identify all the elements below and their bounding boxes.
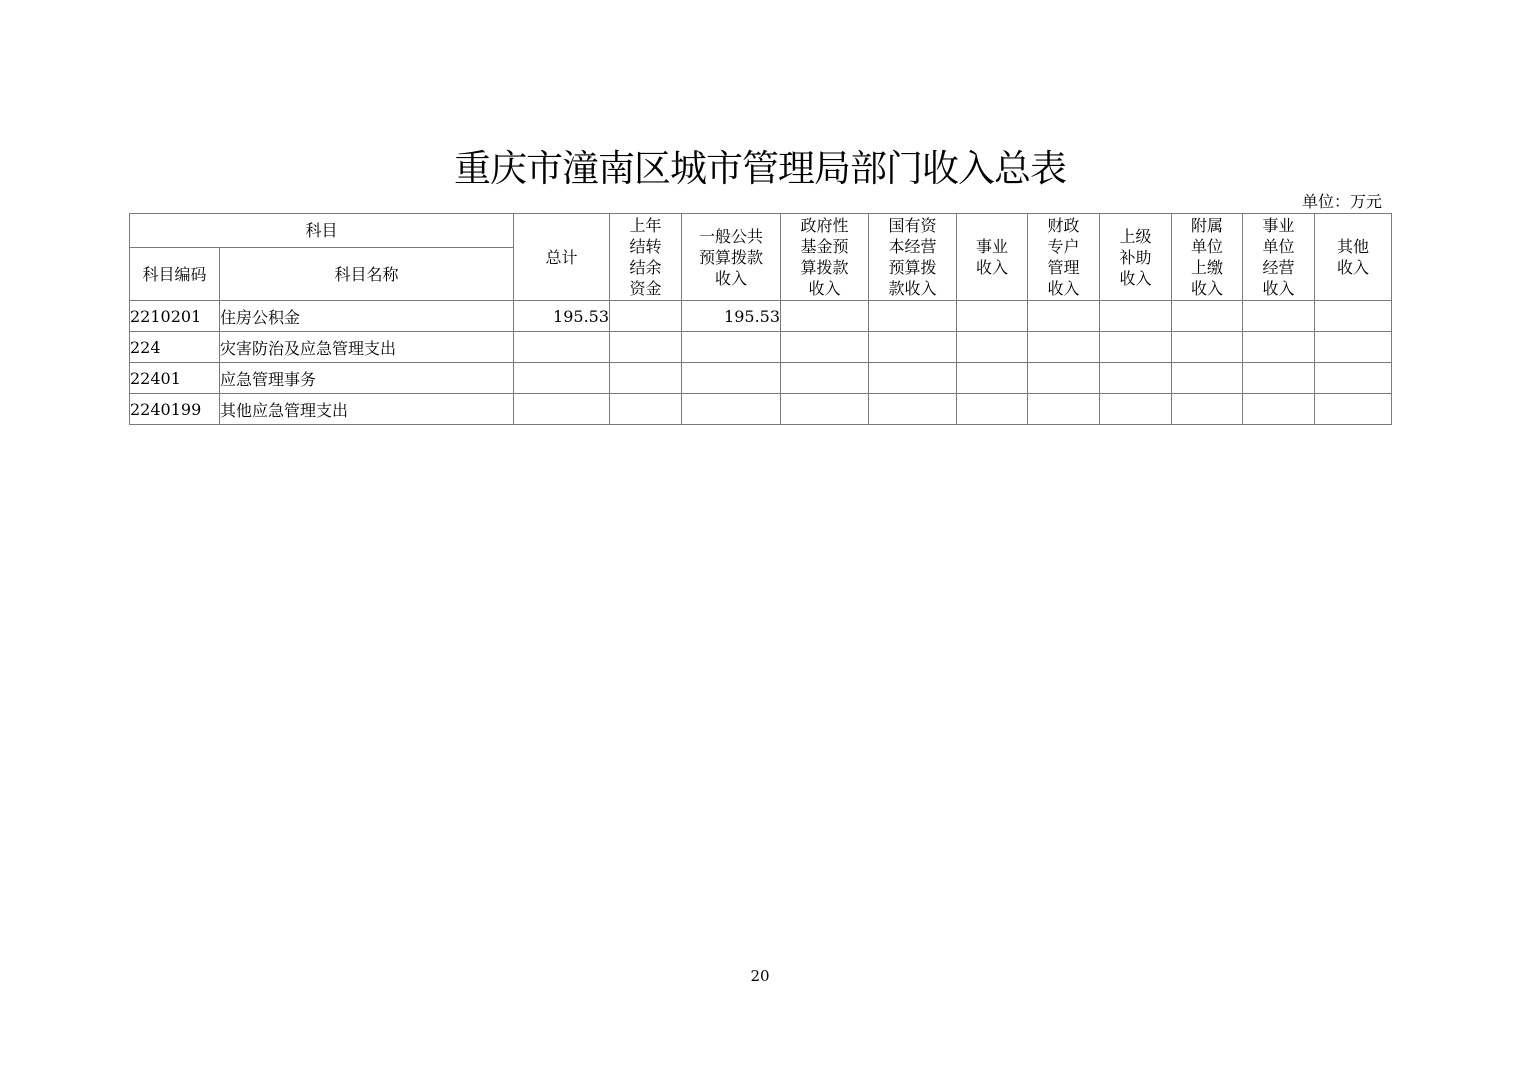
subject-name-cell: 灾害防治及应急管理支出 bbox=[220, 332, 514, 363]
amount-cell bbox=[1243, 363, 1315, 394]
header-row-1 bbox=[130, 214, 1392, 248]
amount-cell bbox=[957, 394, 1028, 425]
column-header-line: 收入 bbox=[808, 279, 841, 298]
amount-cell bbox=[1243, 301, 1315, 332]
table-row bbox=[130, 394, 1392, 425]
code-header: 科目编码 bbox=[130, 248, 220, 301]
column-header-line: 附属 bbox=[1191, 216, 1224, 235]
amount-cell bbox=[610, 363, 682, 394]
column-header bbox=[957, 214, 1028, 301]
name-header: 科目名称 bbox=[220, 248, 514, 301]
amount-cell bbox=[781, 332, 869, 363]
column-header-line: 预算拨款 bbox=[699, 247, 764, 267]
column-header-line: 政府性 bbox=[800, 216, 849, 235]
subject-group-header: 科目 bbox=[130, 214, 514, 248]
amount-cell bbox=[781, 363, 869, 394]
column-header-line: 专户 bbox=[1047, 237, 1080, 256]
amount-cell bbox=[1172, 394, 1243, 425]
amount-cell bbox=[1028, 394, 1100, 425]
amount-cell bbox=[610, 394, 682, 425]
column-header bbox=[514, 214, 610, 301]
amount-cell bbox=[682, 332, 781, 363]
amount-cell bbox=[869, 394, 957, 425]
column-header bbox=[682, 214, 781, 301]
column-header-line: 结转 bbox=[629, 237, 662, 256]
column-header-line: 上缴 bbox=[1191, 258, 1224, 277]
column-header-line: 补助 bbox=[1119, 247, 1152, 267]
column-header-line: 收入 bbox=[715, 268, 748, 288]
amount-cell bbox=[1172, 332, 1243, 363]
amount-cell bbox=[514, 394, 610, 425]
subject-code-cell: 22401 bbox=[130, 363, 220, 394]
table-body bbox=[130, 301, 1392, 425]
column-header bbox=[1315, 214, 1392, 301]
column-header-line: 收入 bbox=[1047, 279, 1080, 298]
table-row bbox=[130, 332, 1392, 363]
amount-cell bbox=[869, 301, 957, 332]
amount-cell bbox=[1172, 301, 1243, 332]
subject-name-cell: 其他应急管理支出 bbox=[220, 394, 514, 425]
column-header-line: 单位 bbox=[1191, 237, 1224, 256]
subject-name-cell: 住房公积金 bbox=[220, 301, 514, 332]
column-header-line: 事业 bbox=[1262, 216, 1295, 235]
column-header-line: 收入 bbox=[1191, 279, 1224, 298]
column-header-line: 经营 bbox=[1262, 258, 1295, 277]
amount-cell bbox=[1100, 332, 1172, 363]
column-header-line: 财政 bbox=[1047, 216, 1080, 235]
subject-name-cell: 应急管理事务 bbox=[220, 363, 514, 394]
amount-cell bbox=[1243, 332, 1315, 363]
amount-cell bbox=[514, 363, 610, 394]
amount-cell bbox=[1100, 301, 1172, 332]
column-header-line: 上级 bbox=[1119, 226, 1152, 246]
amount-cell bbox=[1315, 332, 1392, 363]
column-header-line: 资金 bbox=[629, 279, 662, 298]
amount-cell bbox=[869, 363, 957, 394]
amount-cell bbox=[1100, 394, 1172, 425]
column-header-line: 单位 bbox=[1262, 237, 1295, 256]
column-header-line: 上年 bbox=[629, 216, 662, 235]
amount-cell bbox=[1100, 363, 1172, 394]
subject-code-cell: 2240199 bbox=[130, 394, 220, 425]
subject-code-cell: 2210201 bbox=[130, 301, 220, 332]
amount-cell: 195.53 bbox=[682, 301, 781, 332]
amount-cell bbox=[682, 363, 781, 394]
column-header-line: 基金预 bbox=[800, 237, 849, 256]
column-header-line: 管理 bbox=[1047, 258, 1080, 277]
column-header-line: 本经营 bbox=[888, 237, 937, 256]
column-header-line: 国有资 bbox=[888, 216, 937, 235]
amount-cell bbox=[869, 332, 957, 363]
amount-cell bbox=[610, 301, 682, 332]
amount-cell bbox=[1172, 363, 1243, 394]
report-title: 重庆市潼南区城市管理局部门收入总表 bbox=[454, 147, 1066, 190]
page-number: 20 bbox=[750, 967, 770, 985]
column-header-line: 一般公共 bbox=[699, 226, 764, 246]
amount-cell bbox=[957, 332, 1028, 363]
subject-code-cell: 224 bbox=[130, 332, 220, 363]
column-header-line: 收入 bbox=[1119, 268, 1152, 288]
amount-cell bbox=[610, 332, 682, 363]
amount-cell bbox=[957, 363, 1028, 394]
amount-cell bbox=[682, 394, 781, 425]
column-header bbox=[1100, 214, 1172, 301]
amount-cell bbox=[1315, 363, 1392, 394]
column-header bbox=[869, 214, 957, 301]
column-header-line: 算拨款 bbox=[800, 258, 849, 277]
table-row bbox=[130, 301, 1392, 332]
column-header bbox=[1243, 214, 1315, 301]
amount-cell bbox=[1028, 301, 1100, 332]
column-header-line: 事业 bbox=[976, 237, 1009, 256]
column-header-line: 总计 bbox=[545, 247, 578, 267]
column-header bbox=[1172, 214, 1243, 301]
column-header-line: 其他 bbox=[1337, 237, 1370, 256]
column-header-line: 收入 bbox=[976, 258, 1009, 277]
amount-cell bbox=[1028, 332, 1100, 363]
amount-cell bbox=[1315, 301, 1392, 332]
unit-label: 单位：万元 bbox=[1301, 192, 1382, 211]
amount-cell bbox=[957, 301, 1028, 332]
amount-cell bbox=[514, 332, 610, 363]
amount-cell bbox=[781, 394, 869, 425]
column-header-line: 结余 bbox=[629, 258, 662, 277]
column-header bbox=[610, 214, 682, 301]
column-header bbox=[1028, 214, 1100, 301]
income-summary-table bbox=[129, 213, 1392, 425]
amount-cell bbox=[1028, 363, 1100, 394]
amount-cell bbox=[781, 301, 869, 332]
column-header-line: 款收入 bbox=[888, 279, 937, 298]
amount-cell bbox=[1243, 394, 1315, 425]
table-row bbox=[130, 363, 1392, 394]
column-header-line: 预算拨 bbox=[888, 258, 937, 277]
column-header-line: 收入 bbox=[1262, 279, 1295, 298]
column-header bbox=[781, 214, 869, 301]
amount-cell bbox=[1315, 394, 1392, 425]
amount-cell: 195.53 bbox=[514, 301, 610, 332]
column-header-line: 收入 bbox=[1337, 258, 1370, 277]
